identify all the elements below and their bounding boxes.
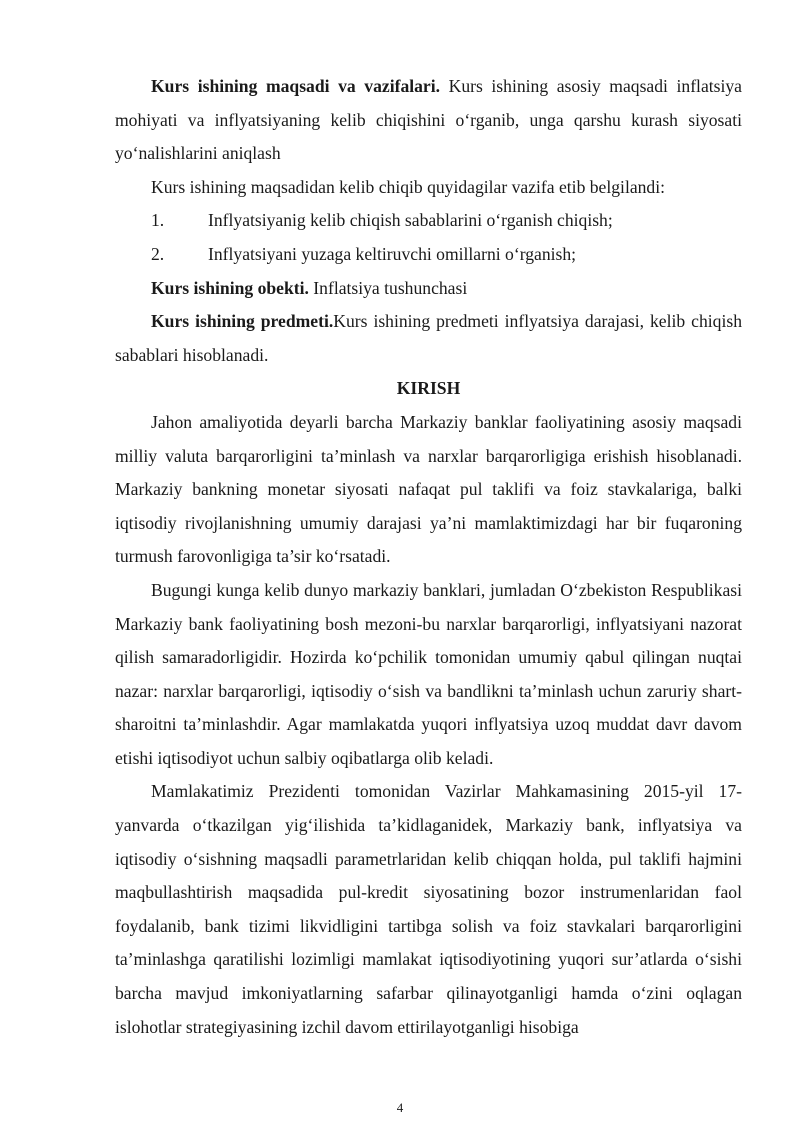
page-number: 4 [396, 1100, 404, 1115]
subject-label: Kurs ishining predmeti. [151, 311, 334, 332]
document-page [115, 70, 742, 1044]
task-number: 2. [151, 243, 165, 264]
task-number: 1. [151, 210, 165, 231]
task-item-1 [115, 204, 742, 238]
object-label: Kurs ishining obekti. [151, 277, 309, 298]
object-text: Inflatsiya tushunchasi [308, 277, 468, 298]
intro-heading: KIRISH [396, 378, 461, 399]
task-text: Inflyatsiyani yuzaga keltiruvchi omillarni o‘rganish; [208, 243, 577, 264]
task-item-2 [115, 238, 742, 272]
task-text: Inflyatsiyanig kelib chiqish sabablarini o‘rganish chiqish; [208, 210, 613, 231]
tasks-intro: Kurs ishining maqsadidan kelib chiqib quyidagilar vazifa etib belgilandi: [151, 176, 666, 197]
goals-paragraph [115, 70, 742, 171]
object-paragraph [115, 272, 742, 306]
goals-label: Kurs ishining maqsadi va vazifalari. [151, 76, 441, 96]
body-paragraph-3: Mamlakatimiz Prezidenti tomonidan Vazirlar Mahkamasining 2015-yil 17-yanvarda o‘tkazilgan yig‘ilishida ta’kidlaganidek, Markaziy bank, inflyatsiya va iqtisodiy o‘sishning maqsadli parametrlaridan kelib chiqqan holda, pul taklifi hajmini maqbullashtirish maqsadida pul-kredit siyosatining bozor instrumenlaridan faol foydalanib, bank tizimi likvidligini tartibga solish va foiz stavkalari barqarorligini ta’minlashga qaratilishi lozimligi mamlakat iqtisodiyotining yuqori sur’atlarda o‘sishi barcha mavjud imkoniyatlarning safarbar qilinayotganligi hamda o‘zini oqlagan islohotlar strategiyasining izchil davom ettirilayotganligi hisobiga [115, 781, 742, 1037]
goals-text: Kurs ishining asosiy maqsadi inflatsiya mohiyati va inflyatsiyaning kelib chiqishini o‘rganib, unga qarshu kurash siyosati yo‘nalishlarini aniqlash [115, 76, 742, 164]
body-paragraph-2: Bugungi kunga kelib dunyo markaziy banklari, jumladan O‘zbekiston Respublikasi Markaziy bank faoliyatining bosh mezoni-bu narxlar barqarorligi, inflyatsiyani nazorat qilish samaradorligidir. Hozirda ko‘pchilik tomonidan umumiy qabul qilingan nuqtai nazar: narxlar barqarorligi, iqtisodiy o‘sish va bandlikni ta’minlash uchun zaruriy shart-sharoitni ta’minlashdir. Agar mamlakatda yuqori inflyatsiya uzoq muddat davr davom etishi iqtisodiyot uchun salbiy oqibatlarga olib keladi. [115, 579, 742, 768]
subject-text: Kurs ishining predmeti inflyatsiya darajasi, kelib chiqish sabablari hisoblanadi. [115, 311, 742, 365]
subject-paragraph [115, 305, 742, 372]
body-paragraph-1: Jahon amaliyotida deyarli barcha Markaziy banklar faoliyatining asosiy maqsadi milliy valuta barqarorligini ta’minlash va narxlar barqarorligiga erishish hisoblanadi. Markaziy bankning monetar siyosati nafaqat pul taklifi va foiz stavkalariga, balki iqtisodiy rivojlanishning umumiy darajasi ya’ni mamlaktimizdagi har bir fuqaroning turmush farovonligiga ta’sir ko‘rsatadi. [115, 411, 742, 567]
